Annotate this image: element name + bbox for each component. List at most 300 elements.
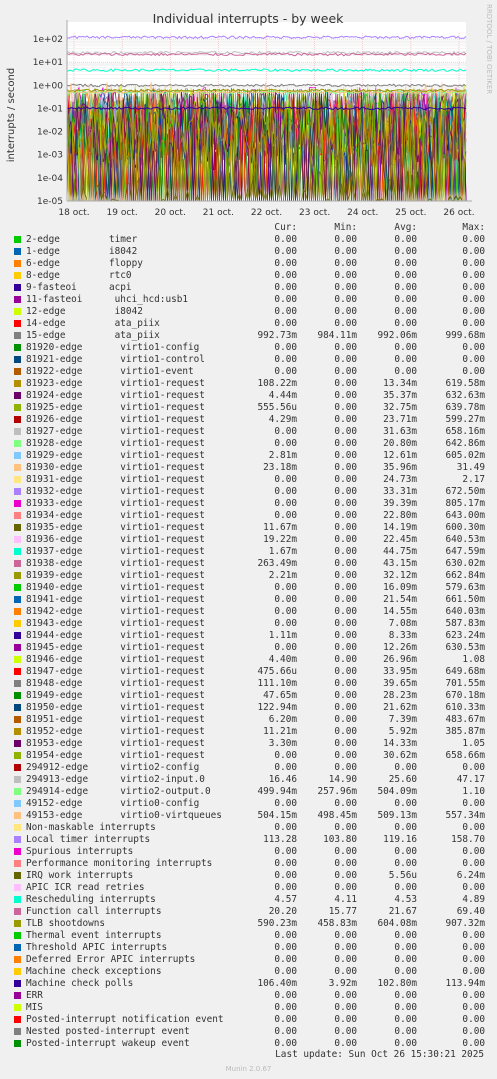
legend-row (14, 498, 494, 510)
legend-value-cur: 0.00 (274, 498, 297, 509)
legend-value-cur: 0.00 (274, 1014, 297, 1025)
legend-value-cur: 475.66u (257, 666, 297, 677)
legend-value-max: 385.87m (445, 726, 485, 737)
legend-name: 81931-edge (26, 474, 83, 485)
legend-swatch (14, 1004, 21, 1011)
legend-value-cur: 0.00 (274, 270, 297, 281)
legend-name: 12-edge (26, 306, 66, 317)
legend-row (14, 438, 494, 450)
legend-description: timer (109, 234, 138, 245)
legend-swatch (14, 416, 21, 423)
legend-value-cur: 504.15m (257, 810, 297, 821)
x-tick-label: 25 oct. (395, 208, 427, 218)
legend-row (14, 234, 494, 246)
legend-value-min: 0.00 (334, 378, 357, 389)
legend-value-min: 0.00 (334, 870, 357, 881)
legend-swatch (14, 692, 21, 699)
legend-swatch (14, 872, 21, 879)
legend-value-min: 0.00 (334, 582, 357, 593)
legend-description: virtio1-request (109, 426, 205, 437)
legend-value-min: 0.00 (334, 594, 357, 605)
legend-value-min: 0.00 (334, 990, 357, 1001)
legend-value-min: 0.00 (334, 726, 357, 737)
legend-row (14, 906, 494, 918)
legend-value-max: 0.00 (462, 270, 485, 281)
legend-row (14, 426, 494, 438)
legend-value-max: 0.00 (462, 234, 485, 245)
chart-title: Individual interrupts - by week (152, 11, 344, 26)
legend-value-avg: 8.33m (388, 630, 417, 641)
legend-swatch (14, 356, 21, 363)
legend-swatch (14, 944, 21, 951)
legend-value-min: 0.00 (334, 522, 357, 533)
legend-value-min: 0.00 (334, 630, 357, 641)
legend-swatch (14, 860, 21, 867)
legend-value-cur: 0.00 (274, 294, 297, 305)
legend-value-min: 14.90 (328, 774, 357, 785)
legend-value-max: 0.00 (462, 930, 485, 941)
legend-row (14, 270, 494, 282)
legend-name: Non-maskable interrupts (26, 822, 156, 833)
legend-name: 81927-edge (26, 426, 83, 437)
legend-name: 81937-edge (26, 546, 83, 557)
legend-name: 15-edge (26, 330, 66, 341)
legend-value-avg: 22.45m (383, 534, 417, 545)
legend-value-avg: 14.33m (383, 738, 417, 749)
legend-value-cur: 20.20 (268, 906, 297, 917)
legend-row (14, 318, 494, 330)
legend-row (14, 750, 494, 762)
legend-value-min: 0.00 (334, 294, 357, 305)
legend-swatch (14, 236, 21, 243)
legend-value-max: 1.10 (462, 786, 485, 797)
legend-value-cur: 2.81m (268, 450, 297, 461)
legend-description: virtio1-request (109, 522, 205, 533)
legend-value-cur: 0.00 (274, 234, 297, 245)
x-tick-label: 26 oct. (443, 208, 475, 218)
legend-row (14, 546, 494, 558)
legend-swatch (14, 836, 21, 843)
legend-value-avg: 0.00 (394, 966, 417, 977)
legend-value-min: 0.00 (334, 426, 357, 437)
legend-value-cur: 992.73m (257, 330, 297, 341)
legend-value-cur: 0.00 (274, 318, 297, 329)
legend-swatch (14, 716, 21, 723)
legend-name: 81926-edge (26, 414, 83, 425)
legend-row (14, 690, 494, 702)
legend-value-cur: 106.40m (257, 978, 297, 989)
legend-value-cur: 16.46 (268, 774, 297, 785)
legend-value-max: 907.32m (445, 918, 485, 929)
legend-value-cur: 19.22m (263, 534, 297, 545)
x-tick-label: 21 oct. (202, 208, 234, 218)
legend-description: i8042 (109, 306, 143, 317)
legend-value-min: 0.00 (334, 678, 357, 689)
legend-name: 81952-edge (26, 726, 83, 737)
legend-value-min: 0.00 (334, 1014, 357, 1025)
legend-value-avg: 0.00 (394, 354, 417, 365)
legend-value-min: 0.00 (334, 438, 357, 449)
legend-value-avg: 0.00 (394, 858, 417, 869)
legend-value-max: 0.00 (462, 822, 485, 833)
legend-value-min: 0.00 (334, 258, 357, 269)
legend-value-max: 6.24m (456, 870, 485, 881)
legend-swatch (14, 488, 21, 495)
legend-value-cur: 3.30m (268, 738, 297, 749)
legend-value-cur: 555.56u (257, 402, 297, 413)
interrupts-chart (0, 0, 497, 222)
legend-name: 81939-edge (26, 570, 83, 581)
legend-swatch (14, 332, 21, 339)
legend-value-max: 0.00 (462, 798, 485, 809)
legend-description: virtio2-config (109, 762, 200, 773)
legend-row (14, 786, 494, 798)
legend-value-avg: 22.80m (383, 510, 417, 521)
legend-name: 81936-edge (26, 534, 83, 545)
legend-value-max: 0.00 (462, 258, 485, 269)
legend-value-max: 0.00 (462, 1026, 485, 1037)
legend-value-cur: 0.00 (274, 486, 297, 497)
legend-name: 81942-edge (26, 606, 83, 617)
legend-row (14, 882, 494, 894)
legend-value-avg: 0.00 (394, 306, 417, 317)
legend-value-max: 0.00 (462, 762, 485, 773)
legend-value-max: 658.66m (445, 750, 485, 761)
legend-value-cur: 0.00 (274, 246, 297, 257)
legend-name: Nested posted-interrupt event (26, 1026, 190, 1037)
legend-value-cur: 47.65m (263, 690, 297, 701)
legend-value-avg: 0.00 (394, 294, 417, 305)
legend-description: virtio1-request (109, 570, 205, 581)
legend-value-min: 0.00 (334, 930, 357, 941)
legend-swatch (14, 848, 21, 855)
legend-value-avg: 0.00 (394, 990, 417, 1001)
legend-swatch (14, 572, 21, 579)
legend-value-max: 639.78m (445, 402, 485, 413)
legend-row (14, 642, 494, 654)
legend-description: virtio1-request (109, 642, 205, 653)
legend-name: 81933-edge (26, 498, 83, 509)
legend-value-cur: 0.00 (274, 366, 297, 377)
legend-value-max: 605.02m (445, 450, 485, 461)
legend-swatch (14, 1028, 21, 1035)
legend-name: 81925-edge (26, 402, 83, 413)
x-tick-label: 22 oct. (250, 208, 283, 218)
y-tick-label: 1e-04 (37, 173, 63, 184)
legend-value-max: 0.00 (462, 882, 485, 893)
legend-value-min: 0.00 (334, 882, 357, 893)
legend-swatch (14, 680, 21, 687)
legend-value-avg: 992.06m (377, 330, 417, 341)
legend-value-cur: 1.67m (268, 546, 297, 557)
legend-row (14, 354, 494, 366)
legend-value-cur: 2.21m (268, 570, 297, 581)
legend-name: 81932-edge (26, 486, 83, 497)
legend-value-max: 599.27m (445, 414, 485, 425)
legend-swatch (14, 632, 21, 639)
legend-value-max: 0.00 (462, 282, 485, 293)
y-tick-label: 1e+01 (32, 58, 63, 69)
legend-description: uhci_hcd:usb1 (109, 294, 189, 305)
legend-value-cur: 0.00 (274, 762, 297, 773)
legend-row (14, 534, 494, 546)
legend-swatch (14, 428, 21, 435)
legend-value-min: 0.00 (334, 570, 357, 581)
legend-swatch (14, 284, 21, 291)
legend-value-cur: 0.00 (274, 750, 297, 761)
legend-value-max: 999.68m (445, 330, 485, 341)
legend-row (14, 570, 494, 582)
legend-value-avg: 13.34m (383, 378, 417, 389)
legend-value-cur: 0.00 (274, 1002, 297, 1013)
legend-description: virtio1-request (109, 726, 205, 737)
legend-value-min: 0.00 (334, 654, 357, 665)
legend-value-max: 0.00 (462, 366, 485, 377)
legend-name: 81945-edge (26, 642, 83, 653)
legend-value-min: 0.00 (334, 798, 357, 809)
legend-row (14, 474, 494, 486)
legend-swatch (14, 272, 21, 279)
legend-value-avg: 25.60 (388, 774, 417, 785)
legend-value-avg: 0.00 (394, 1014, 417, 1025)
legend-row (14, 846, 494, 858)
legend-value-avg: 16.09m (383, 582, 417, 593)
legend-row (14, 990, 494, 1002)
legend-description: virtio1-request (109, 414, 205, 425)
legend-description: virtio1-request (109, 738, 205, 749)
legend-value-avg: 32.75m (383, 402, 417, 413)
legend-value-cur: 0.00 (274, 306, 297, 317)
legend-value-min: 0.00 (334, 474, 357, 485)
legend-value-cur: 23.18m (263, 462, 297, 473)
legend-description: virtio1-request (109, 630, 205, 641)
legend-value-avg: 0.00 (394, 954, 417, 965)
legend-description: virtio1-request (109, 558, 205, 569)
legend-name: Machine check polls (26, 978, 134, 989)
legend-name: 6-edge (26, 258, 60, 269)
legend-value-avg: 14.55m (383, 606, 417, 617)
legend-value-max: 158.70 (451, 834, 485, 845)
legend-row (14, 618, 494, 630)
legend-value-cur: 4.57 (274, 894, 297, 905)
legend-value-min: 0.00 (334, 510, 357, 521)
legend-value-avg: 12.61m (383, 450, 417, 461)
legend-name: MIS (26, 1002, 43, 1013)
legend-description: virtio1-request (109, 450, 205, 461)
legend-row (14, 582, 494, 594)
legend-value-cur: 499.94m (257, 786, 297, 797)
legend-value-min: 0.00 (334, 342, 357, 353)
legend-row (14, 1026, 494, 1038)
legend-description: virtio1-request (109, 582, 205, 593)
legend-value-max: 557.34m (445, 810, 485, 821)
legend-value-cur: 0.00 (274, 438, 297, 449)
legend-value-cur: 0.00 (274, 1038, 297, 1049)
legend-name: APIC ICR read retries (26, 882, 145, 893)
legend-value-min: 0.00 (334, 714, 357, 725)
legend-swatch (14, 392, 21, 399)
last-update: Last update: Sun Oct 26 15:30:21 2025 (275, 1049, 484, 1060)
legend-row (14, 522, 494, 534)
legend-swatch (14, 896, 21, 903)
legend-value-min: 0.00 (334, 558, 357, 569)
legend-row (14, 978, 494, 990)
legend-value-cur: 111.10m (257, 678, 297, 689)
legend-value-min: 0.00 (334, 846, 357, 857)
legend-value-max: 642.86m (445, 438, 485, 449)
legend-value-min: 0.00 (334, 270, 357, 281)
legend-value-cur: 0.00 (274, 798, 297, 809)
legend-value-cur: 0.00 (274, 342, 297, 353)
legend-description: virtio1-request (109, 510, 205, 521)
legend-row (14, 558, 494, 570)
legend-name: 49153-edge (26, 810, 83, 821)
legend-value-max: 0.00 (462, 846, 485, 857)
legend-name: 81946-edge (26, 654, 83, 665)
legend-name: 81929-edge (26, 450, 83, 461)
legend-swatch (14, 608, 21, 615)
legend-row (14, 258, 494, 270)
legend-column-header: Max: (462, 222, 485, 233)
legend-value-max: 69.40 (456, 906, 485, 917)
legend-name: 81920-edge (26, 342, 83, 353)
legend-value-avg: 21.67 (388, 906, 417, 917)
legend-swatch (14, 740, 21, 747)
legend-name: 81951-edge (26, 714, 83, 725)
legend-column-header: Min: (334, 222, 357, 233)
legend-row (14, 510, 494, 522)
legend-description: virtio1-request (109, 486, 205, 497)
legend-value-min: 0.00 (334, 1026, 357, 1037)
legend-value-min: 103.80 (323, 834, 357, 845)
legend-name: 81922-edge (26, 366, 83, 377)
legend-swatch (14, 308, 21, 315)
legend-description: virtio1-request (109, 438, 205, 449)
legend-value-avg: 7.08m (388, 618, 417, 629)
legend-description: acpi (109, 282, 132, 293)
legend-value-min: 0.00 (334, 1002, 357, 1013)
legend-value-min: 0.00 (334, 246, 357, 257)
legend-value-avg: 0.00 (394, 258, 417, 269)
legend-value-min: 4.11 (334, 894, 357, 905)
legend-description: virtio1-request (109, 606, 205, 617)
legend-header (14, 222, 494, 234)
legend-value-min: 0.00 (334, 390, 357, 401)
legend-description: virtio1-event (109, 366, 194, 377)
legend-swatch (14, 788, 21, 795)
legend-swatch (14, 908, 21, 915)
legend-value-min: 0.00 (334, 462, 357, 473)
legend-swatch (14, 476, 21, 483)
legend-value-avg: 23.71m (383, 414, 417, 425)
legend-value-avg: 0.00 (394, 234, 417, 245)
x-tick-label: 19 oct. (106, 208, 138, 218)
legend-row (14, 822, 494, 834)
legend-value-cur: 0.00 (274, 426, 297, 437)
legend-value-cur: 1.11m (268, 630, 297, 641)
legend-name: 8-edge (26, 270, 60, 281)
legend-value-min: 257.96m (317, 786, 357, 797)
y-tick-label: 1e-03 (37, 150, 63, 161)
legend-name: Posted-interrupt wakeup event (26, 1038, 190, 1049)
legend-description: virtio1-request (109, 378, 205, 389)
legend-value-cur: 0.00 (274, 954, 297, 965)
legend-swatch (14, 776, 21, 783)
legend-swatch (14, 404, 21, 411)
legend-value-avg: 0.00 (394, 318, 417, 329)
legend-name: Deferred Error APIC interrupts (26, 954, 196, 965)
legend-name: 81953-edge (26, 738, 83, 749)
legend-value-min: 15.77 (328, 906, 357, 917)
y-axis-label: interrupts / second (6, 67, 17, 163)
legend-swatch (14, 464, 21, 471)
legend-name: 81941-edge (26, 594, 83, 605)
legend-value-cur: 0.00 (274, 582, 297, 593)
x-tick-label: 24 oct. (347, 208, 379, 218)
legend-swatch (14, 512, 21, 519)
legend-value-avg: 39.65m (383, 678, 417, 689)
legend-swatch (14, 260, 21, 267)
legend-swatch (14, 752, 21, 759)
legend-row (14, 1014, 494, 1026)
legend-description: rtc0 (109, 270, 132, 281)
legend-value-avg: 33.31m (383, 486, 417, 497)
legend-value-avg: 21.62m (383, 702, 417, 713)
legend-swatch (14, 584, 21, 591)
legend-value-avg: 43.15m (383, 558, 417, 569)
legend-value-cur: 0.00 (274, 858, 297, 869)
legend-swatch (14, 344, 21, 351)
legend-name: 1-edge (26, 246, 60, 257)
legend-row (14, 330, 494, 342)
legend-value-cur: 4.29m (268, 414, 297, 425)
x-tick-label: 18 oct. (58, 208, 90, 218)
legend-value-avg: 0.00 (394, 762, 417, 773)
legend-row (14, 954, 494, 966)
legend-swatch (14, 536, 21, 543)
legend-value-max: 649.68m (445, 666, 485, 677)
legend-column-header: Cur: (274, 222, 297, 233)
legend-description: virtio1-request (109, 678, 205, 689)
legend-column-header: Avg: (394, 222, 417, 233)
legend-swatch (14, 560, 21, 567)
legend-swatch (14, 992, 21, 999)
legend-swatch (14, 884, 21, 891)
legend-value-avg: 44.75m (383, 546, 417, 557)
legend-name: 81930-edge (26, 462, 83, 473)
legend-description: virtio1-request (109, 474, 205, 485)
legend-name: 81950-edge (26, 702, 83, 713)
legend-swatch (14, 296, 21, 303)
legend-row (14, 666, 494, 678)
legend-value-cur: 0.00 (274, 966, 297, 977)
legend-value-max: 579.63m (445, 582, 485, 593)
legend-row (14, 450, 494, 462)
legend-name: 81947-edge (26, 666, 83, 677)
legend-swatch (14, 704, 21, 711)
legend-value-avg: 0.00 (394, 282, 417, 293)
legend-value-min: 0.00 (334, 402, 357, 413)
legend-description: virtio1-request (109, 750, 205, 761)
legend-value-avg: 0.00 (394, 930, 417, 941)
legend-swatch (14, 968, 21, 975)
legend-value-min: 0.00 (334, 546, 357, 557)
legend-value-avg: 504.09m (377, 786, 417, 797)
legend-value-cur: 4.40m (268, 654, 297, 665)
legend-value-cur: 263.49m (257, 558, 297, 569)
legend-value-cur: 0.00 (274, 606, 297, 617)
legend-value-max: 0.00 (462, 990, 485, 1001)
